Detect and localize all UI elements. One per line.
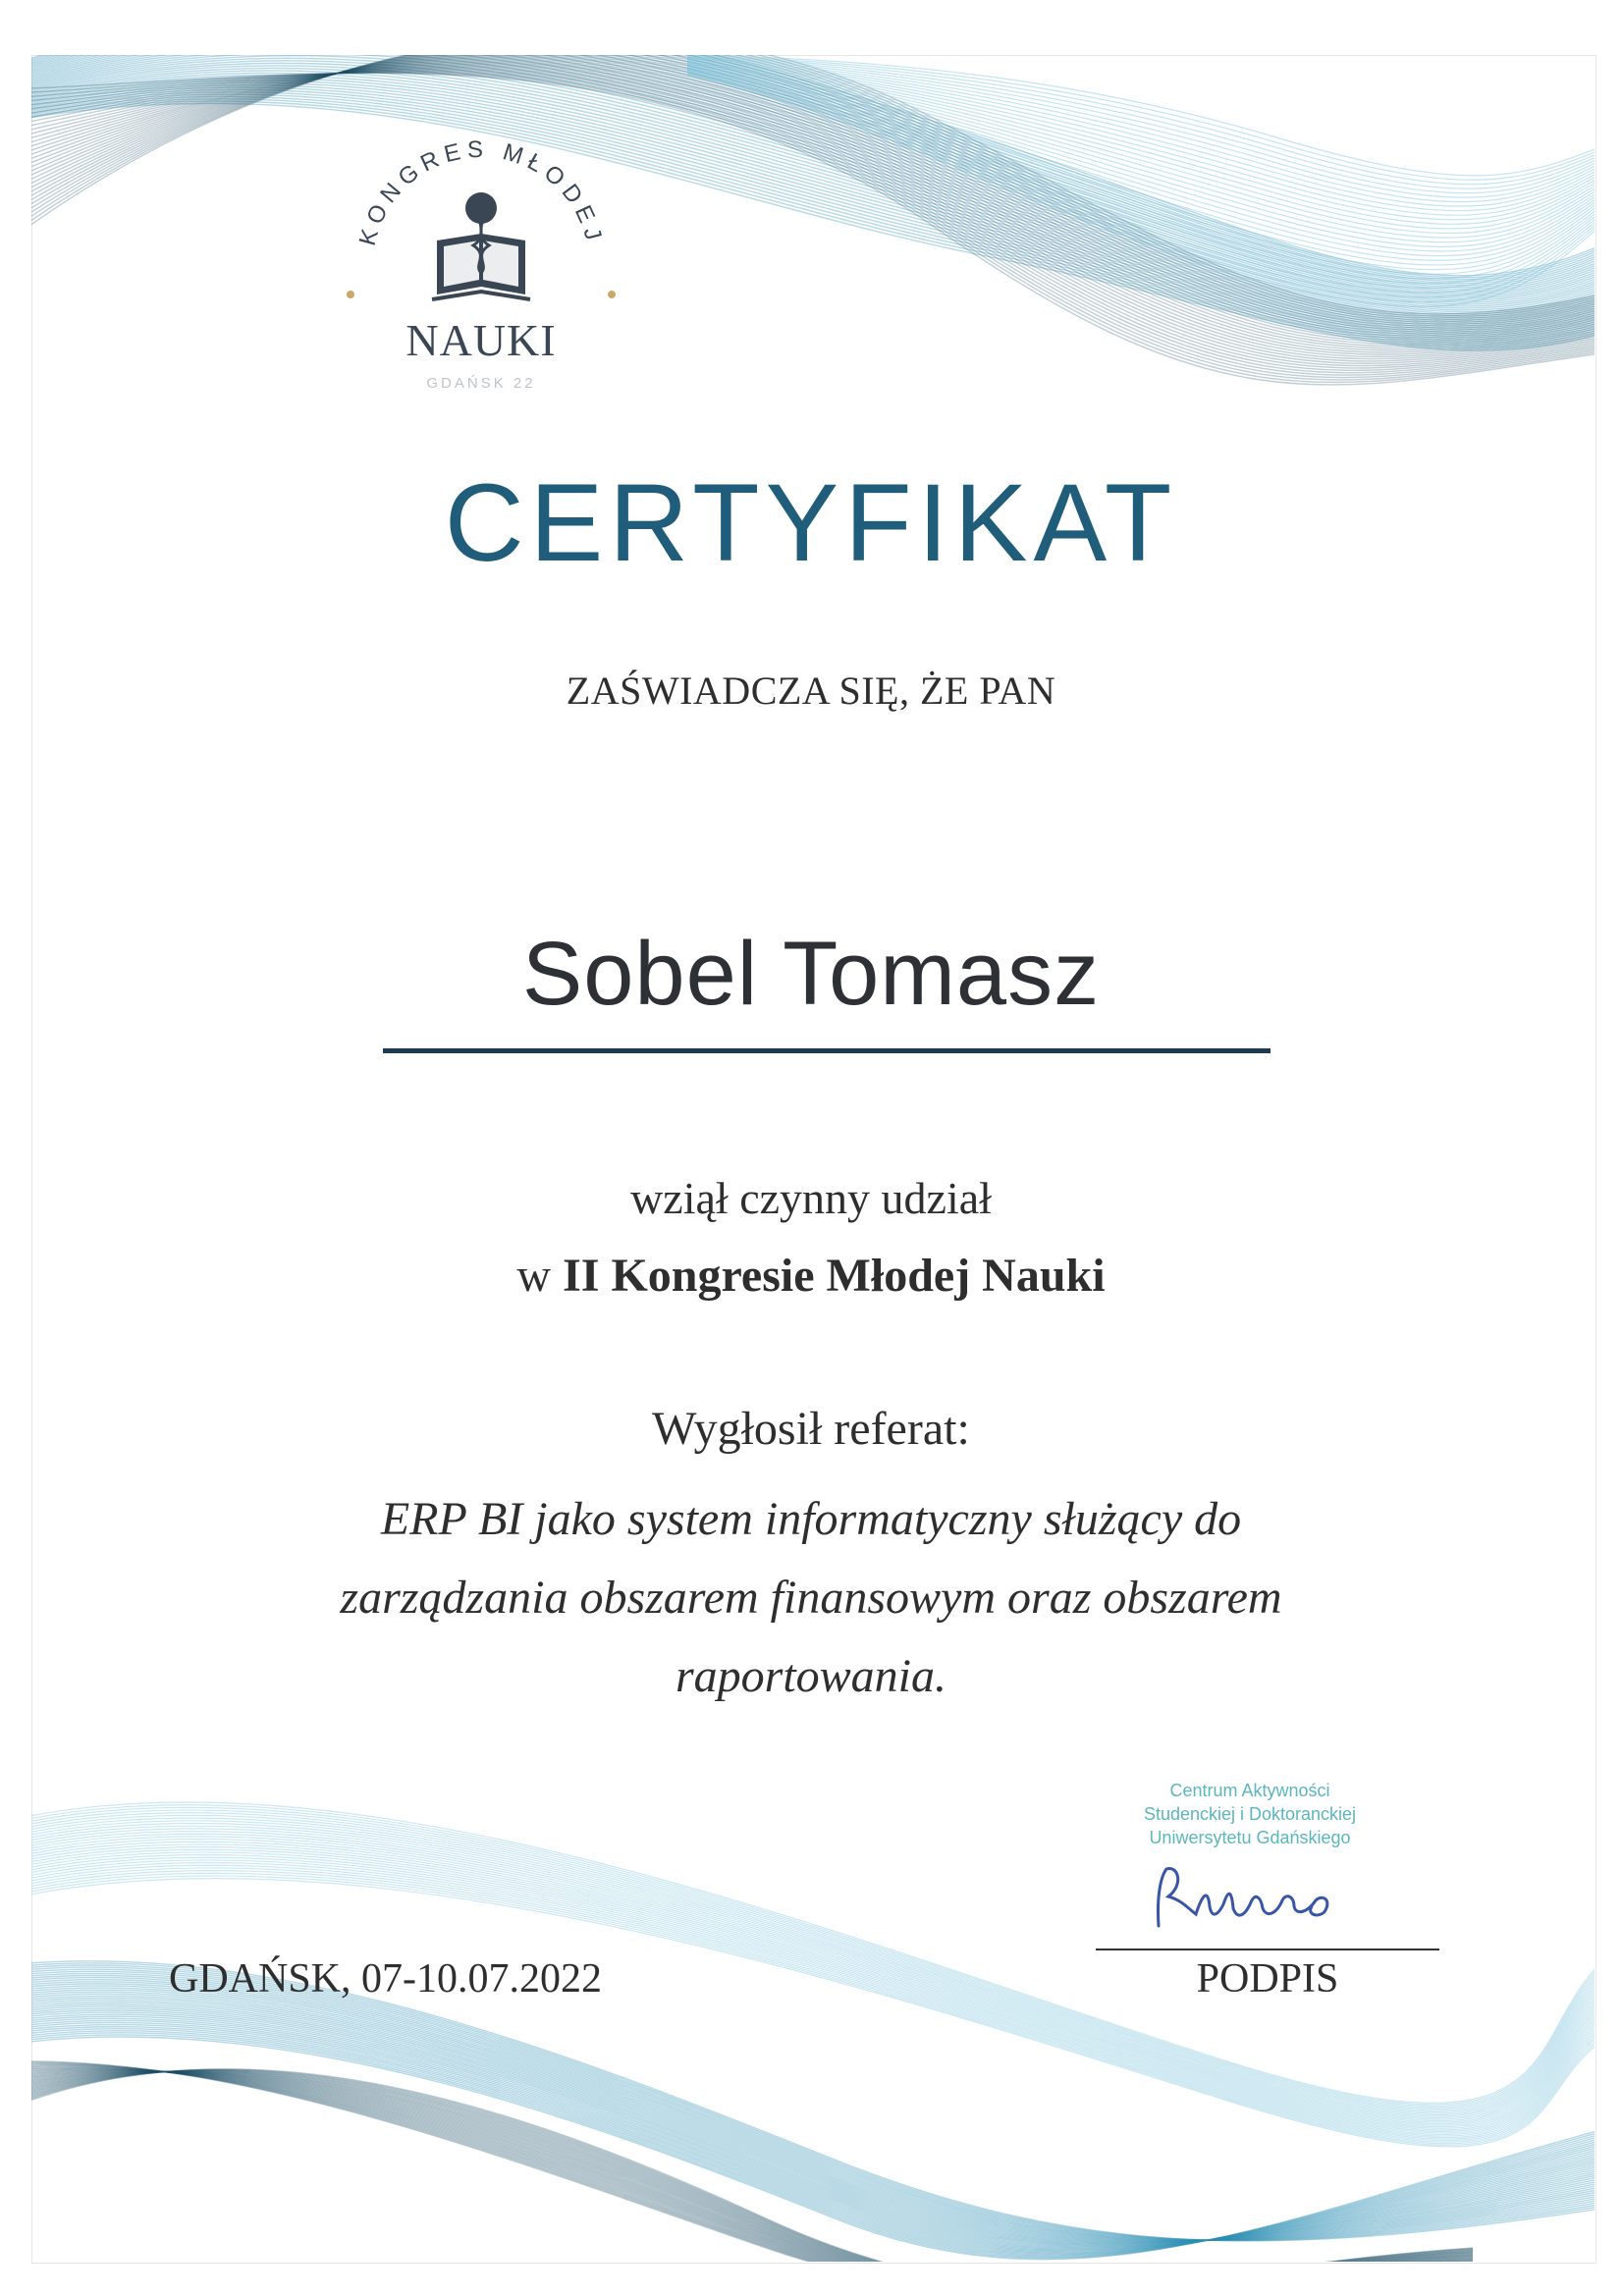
paper-label: Wygłosił referat: (652, 1403, 970, 1455)
place-and-date: GDAŃSK, 07-10.07.2022 (169, 1956, 602, 2002)
top-wave-line (29, 8, 1600, 278)
logo-dot-icon (347, 291, 354, 298)
stamp-line: Centrum Aktywności (1169, 1781, 1330, 1800)
signature-line (1096, 1949, 1439, 1950)
logo-emblem (324, 118, 638, 334)
handwritten-signature (1139, 1857, 1394, 1946)
paper-title-line: raportowania. (675, 1650, 947, 1702)
certificate-subtitle: ZAŚWIADCZA SIĘ, ŻE PAN (566, 668, 1056, 713)
paper-title-line: ERP BI jako system informatyczny służący do (380, 1493, 1242, 1545)
congress-name: II Kongresie Młodej Nauki (563, 1250, 1106, 1302)
paper-title (196, 1480, 1426, 1716)
congress-prefix: w (516, 1250, 564, 1302)
recipient-name: Sobel Tomasz (521, 924, 1101, 1024)
logo-name: NAUKI (406, 315, 557, 365)
stamp-line: Studenckiej i Doktoranckiej (1143, 1804, 1357, 1824)
top-wave-line (29, 27, 1600, 291)
institution-stamp (1088, 1779, 1412, 1849)
logo-dot-icon (608, 291, 616, 298)
certificate-title: CERTYFIKAT (444, 461, 1178, 584)
signature-label: PODPIS (1196, 1956, 1339, 2002)
top-wave-line (29, 32, 1600, 294)
stamp-line: Uniwersytetu Gdańskiego (1149, 1828, 1351, 1847)
logo-arc-text: KONGRES MŁODEJ (353, 135, 609, 249)
book-icon (432, 234, 530, 299)
paper-title-line: zarządzania obszarem finansowym oraz obszarem (340, 1572, 1282, 1624)
name-underline (383, 1048, 1271, 1053)
congress-logo (324, 118, 638, 412)
participation-text: wziął czynny udział (630, 1173, 992, 1223)
logo-city: GDAŃSK 22 (426, 375, 536, 392)
congress-line (0, 1249, 1622, 1303)
